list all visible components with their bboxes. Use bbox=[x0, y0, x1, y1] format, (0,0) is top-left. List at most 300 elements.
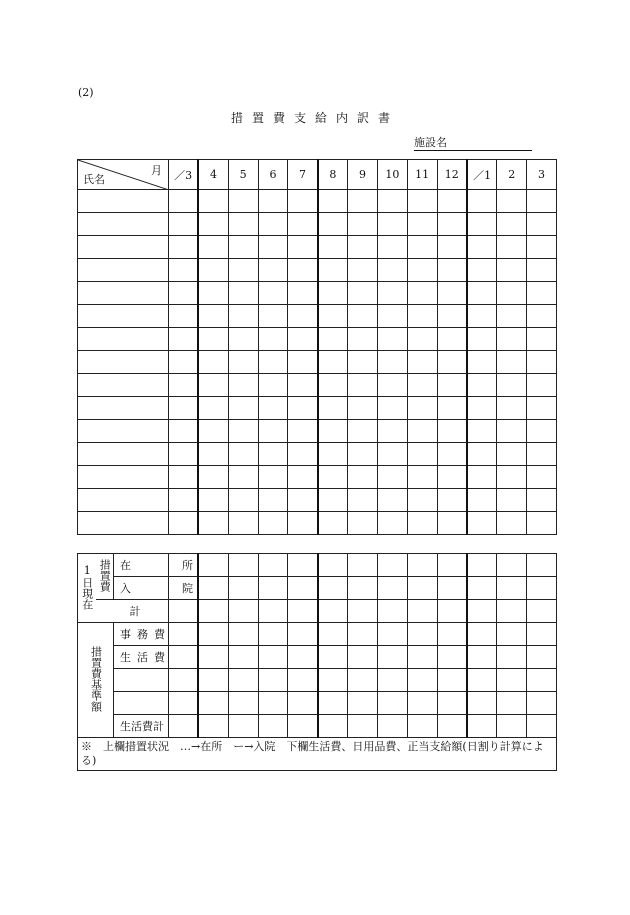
month-cell[interactable] bbox=[228, 623, 258, 646]
month-cell[interactable] bbox=[258, 420, 288, 443]
month-cell[interactable] bbox=[169, 489, 199, 512]
month-cell[interactable] bbox=[407, 489, 437, 512]
month-cell[interactable] bbox=[497, 646, 527, 669]
month-cell[interactable] bbox=[437, 554, 467, 577]
month-cell[interactable] bbox=[288, 623, 318, 646]
month-cell[interactable] bbox=[527, 489, 557, 512]
month-cell[interactable] bbox=[497, 374, 527, 397]
month-cell[interactable] bbox=[348, 328, 378, 351]
month-cell[interactable] bbox=[198, 305, 228, 328]
month-cell[interactable] bbox=[198, 397, 228, 420]
month-cell[interactable] bbox=[348, 646, 378, 669]
month-cell[interactable] bbox=[318, 692, 348, 715]
month-cell[interactable] bbox=[318, 282, 348, 305]
month-cell[interactable] bbox=[318, 236, 348, 259]
month-cell[interactable] bbox=[527, 190, 557, 213]
month-cell[interactable] bbox=[407, 420, 437, 443]
month-cell[interactable] bbox=[258, 554, 288, 577]
month-cell[interactable] bbox=[288, 692, 318, 715]
month-cell[interactable] bbox=[467, 692, 497, 715]
month-cell[interactable] bbox=[467, 328, 497, 351]
month-cell[interactable] bbox=[169, 669, 199, 692]
month-cell[interactable] bbox=[527, 328, 557, 351]
month-cell[interactable] bbox=[258, 190, 288, 213]
name-cell[interactable] bbox=[78, 190, 169, 213]
month-cell[interactable] bbox=[527, 397, 557, 420]
month-cell[interactable] bbox=[288, 466, 318, 489]
month-cell[interactable] bbox=[228, 236, 258, 259]
month-cell[interactable] bbox=[437, 259, 467, 282]
month-cell[interactable] bbox=[497, 420, 527, 443]
month-cell[interactable] bbox=[348, 669, 378, 692]
month-cell[interactable] bbox=[437, 236, 467, 259]
month-cell[interactable] bbox=[318, 600, 348, 623]
month-cell[interactable] bbox=[228, 554, 258, 577]
month-cell[interactable] bbox=[348, 213, 378, 236]
month-cell[interactable] bbox=[437, 669, 467, 692]
month-cell[interactable] bbox=[228, 259, 258, 282]
month-cell[interactable] bbox=[407, 554, 437, 577]
month-cell[interactable] bbox=[258, 305, 288, 328]
month-cell[interactable] bbox=[288, 190, 318, 213]
month-cell[interactable] bbox=[527, 600, 557, 623]
month-cell[interactable] bbox=[288, 236, 318, 259]
month-cell[interactable] bbox=[169, 374, 199, 397]
month-cell[interactable] bbox=[318, 669, 348, 692]
month-cell[interactable] bbox=[467, 600, 497, 623]
month-cell[interactable] bbox=[198, 213, 228, 236]
month-cell[interactable] bbox=[377, 236, 407, 259]
month-cell[interactable] bbox=[348, 351, 378, 374]
month-cell[interactable] bbox=[467, 374, 497, 397]
month-cell[interactable] bbox=[258, 351, 288, 374]
month-cell[interactable] bbox=[318, 443, 348, 466]
month-cell[interactable] bbox=[437, 692, 467, 715]
month-cell[interactable] bbox=[288, 669, 318, 692]
month-cell[interactable] bbox=[467, 213, 497, 236]
month-cell[interactable] bbox=[467, 351, 497, 374]
month-cell[interactable] bbox=[377, 512, 407, 535]
month-cell[interactable] bbox=[258, 715, 288, 738]
month-cell[interactable] bbox=[258, 282, 288, 305]
month-cell[interactable] bbox=[198, 374, 228, 397]
month-cell[interactable] bbox=[407, 374, 437, 397]
month-cell[interactable] bbox=[169, 466, 199, 489]
month-cell[interactable] bbox=[198, 669, 228, 692]
month-cell[interactable] bbox=[318, 512, 348, 535]
month-cell[interactable] bbox=[467, 554, 497, 577]
name-cell[interactable] bbox=[78, 213, 169, 236]
month-cell[interactable] bbox=[318, 305, 348, 328]
facility-name-field[interactable] bbox=[414, 136, 532, 151]
month-cell[interactable] bbox=[497, 328, 527, 351]
month-cell[interactable] bbox=[497, 259, 527, 282]
month-cell[interactable] bbox=[318, 328, 348, 351]
month-cell[interactable] bbox=[228, 282, 258, 305]
month-cell[interactable] bbox=[467, 623, 497, 646]
month-cell[interactable] bbox=[377, 328, 407, 351]
month-cell[interactable] bbox=[318, 715, 348, 738]
month-cell[interactable] bbox=[169, 190, 199, 213]
month-cell[interactable] bbox=[467, 397, 497, 420]
month-cell[interactable] bbox=[348, 466, 378, 489]
month-cell[interactable] bbox=[467, 577, 497, 600]
month-cell[interactable] bbox=[377, 489, 407, 512]
month-cell[interactable] bbox=[198, 282, 228, 305]
month-cell[interactable] bbox=[348, 577, 378, 600]
month-cell[interactable] bbox=[527, 351, 557, 374]
name-cell[interactable] bbox=[78, 420, 169, 443]
month-cell[interactable] bbox=[497, 236, 527, 259]
month-cell[interactable] bbox=[348, 420, 378, 443]
month-cell[interactable] bbox=[527, 646, 557, 669]
month-cell[interactable] bbox=[467, 190, 497, 213]
month-cell[interactable] bbox=[377, 259, 407, 282]
month-cell[interactable] bbox=[258, 577, 288, 600]
month-cell[interactable] bbox=[407, 577, 437, 600]
month-cell[interactable] bbox=[228, 305, 258, 328]
month-cell[interactable] bbox=[348, 259, 378, 282]
month-cell[interactable] bbox=[467, 259, 497, 282]
month-cell[interactable] bbox=[437, 600, 467, 623]
month-cell[interactable] bbox=[527, 443, 557, 466]
month-cell[interactable] bbox=[348, 190, 378, 213]
month-cell[interactable] bbox=[288, 512, 318, 535]
month-cell[interactable] bbox=[437, 190, 467, 213]
month-cell[interactable] bbox=[467, 512, 497, 535]
month-cell[interactable] bbox=[437, 305, 467, 328]
month-cell[interactable] bbox=[318, 420, 348, 443]
month-cell[interactable] bbox=[169, 328, 199, 351]
month-cell[interactable] bbox=[497, 577, 527, 600]
name-cell[interactable] bbox=[78, 236, 169, 259]
month-cell[interactable] bbox=[228, 213, 258, 236]
month-cell[interactable] bbox=[377, 692, 407, 715]
name-cell[interactable] bbox=[78, 443, 169, 466]
month-cell[interactable] bbox=[198, 443, 228, 466]
month-cell[interactable] bbox=[228, 420, 258, 443]
month-cell[interactable] bbox=[437, 374, 467, 397]
name-cell[interactable] bbox=[78, 374, 169, 397]
month-cell[interactable] bbox=[377, 577, 407, 600]
month-cell[interactable] bbox=[527, 236, 557, 259]
month-cell[interactable] bbox=[169, 351, 199, 374]
month-cell[interactable] bbox=[228, 374, 258, 397]
month-cell[interactable] bbox=[437, 512, 467, 535]
month-cell[interactable] bbox=[198, 420, 228, 443]
month-cell[interactable] bbox=[527, 669, 557, 692]
month-cell[interactable] bbox=[258, 623, 288, 646]
month-cell[interactable] bbox=[288, 443, 318, 466]
month-cell[interactable] bbox=[169, 692, 199, 715]
month-cell[interactable] bbox=[497, 554, 527, 577]
month-cell[interactable] bbox=[198, 259, 228, 282]
month-cell[interactable] bbox=[407, 623, 437, 646]
name-cell[interactable] bbox=[78, 328, 169, 351]
month-cell[interactable] bbox=[377, 715, 407, 738]
month-cell[interactable] bbox=[497, 692, 527, 715]
month-cell[interactable] bbox=[258, 236, 288, 259]
month-cell[interactable] bbox=[377, 305, 407, 328]
month-cell[interactable] bbox=[288, 282, 318, 305]
month-cell[interactable] bbox=[258, 466, 288, 489]
month-cell[interactable] bbox=[348, 236, 378, 259]
month-cell[interactable] bbox=[407, 351, 437, 374]
month-cell[interactable] bbox=[318, 623, 348, 646]
month-cell[interactable] bbox=[377, 213, 407, 236]
month-cell[interactable] bbox=[407, 512, 437, 535]
month-cell[interactable] bbox=[288, 577, 318, 600]
month-cell[interactable] bbox=[258, 397, 288, 420]
month-cell[interactable] bbox=[288, 351, 318, 374]
month-cell[interactable] bbox=[437, 466, 467, 489]
month-cell[interactable] bbox=[497, 351, 527, 374]
month-cell[interactable] bbox=[377, 374, 407, 397]
month-cell[interactable] bbox=[377, 646, 407, 669]
month-cell[interactable] bbox=[288, 646, 318, 669]
month-cell[interactable] bbox=[348, 489, 378, 512]
month-cell[interactable] bbox=[377, 420, 407, 443]
month-cell[interactable] bbox=[377, 443, 407, 466]
month-cell[interactable] bbox=[348, 600, 378, 623]
month-cell[interactable] bbox=[407, 646, 437, 669]
month-cell[interactable] bbox=[377, 190, 407, 213]
month-cell[interactable] bbox=[318, 190, 348, 213]
month-cell[interactable] bbox=[527, 420, 557, 443]
month-cell[interactable] bbox=[407, 213, 437, 236]
month-cell[interactable] bbox=[169, 259, 199, 282]
month-cell[interactable] bbox=[348, 282, 378, 305]
month-cell[interactable] bbox=[348, 623, 378, 646]
month-cell[interactable] bbox=[258, 669, 288, 692]
month-cell[interactable] bbox=[407, 259, 437, 282]
month-cell[interactable] bbox=[318, 646, 348, 669]
month-cell[interactable] bbox=[437, 397, 467, 420]
month-cell[interactable] bbox=[228, 351, 258, 374]
month-cell[interactable] bbox=[407, 397, 437, 420]
month-cell[interactable] bbox=[377, 554, 407, 577]
month-cell[interactable] bbox=[407, 282, 437, 305]
month-cell[interactable] bbox=[348, 715, 378, 738]
month-cell[interactable] bbox=[228, 577, 258, 600]
month-cell[interactable] bbox=[258, 600, 288, 623]
month-cell[interactable] bbox=[228, 692, 258, 715]
month-cell[interactable] bbox=[527, 692, 557, 715]
month-cell[interactable] bbox=[497, 466, 527, 489]
month-cell[interactable] bbox=[437, 351, 467, 374]
month-cell[interactable] bbox=[527, 213, 557, 236]
month-cell[interactable] bbox=[437, 443, 467, 466]
month-cell[interactable] bbox=[348, 397, 378, 420]
month-cell[interactable] bbox=[497, 282, 527, 305]
month-cell[interactable] bbox=[377, 600, 407, 623]
month-cell[interactable] bbox=[228, 328, 258, 351]
month-cell[interactable] bbox=[288, 374, 318, 397]
month-cell[interactable] bbox=[497, 512, 527, 535]
name-cell[interactable] bbox=[78, 489, 169, 512]
name-cell[interactable] bbox=[78, 351, 169, 374]
month-cell[interactable] bbox=[377, 623, 407, 646]
month-cell[interactable] bbox=[467, 282, 497, 305]
month-cell[interactable] bbox=[377, 466, 407, 489]
month-cell[interactable] bbox=[288, 397, 318, 420]
month-cell[interactable] bbox=[497, 623, 527, 646]
month-cell[interactable] bbox=[288, 420, 318, 443]
month-cell[interactable] bbox=[228, 669, 258, 692]
month-cell[interactable] bbox=[169, 646, 199, 669]
month-cell[interactable] bbox=[169, 623, 199, 646]
month-cell[interactable] bbox=[377, 351, 407, 374]
row-label[interactable] bbox=[114, 669, 169, 692]
month-cell[interactable] bbox=[527, 466, 557, 489]
month-cell[interactable] bbox=[288, 213, 318, 236]
month-cell[interactable] bbox=[318, 554, 348, 577]
month-cell[interactable] bbox=[467, 305, 497, 328]
month-cell[interactable] bbox=[467, 669, 497, 692]
month-cell[interactable] bbox=[169, 600, 199, 623]
month-cell[interactable] bbox=[228, 646, 258, 669]
month-cell[interactable] bbox=[467, 420, 497, 443]
month-cell[interactable] bbox=[407, 236, 437, 259]
month-cell[interactable] bbox=[497, 213, 527, 236]
month-cell[interactable] bbox=[407, 692, 437, 715]
month-cell[interactable] bbox=[407, 190, 437, 213]
month-cell[interactable] bbox=[258, 512, 288, 535]
month-cell[interactable] bbox=[437, 213, 467, 236]
month-cell[interactable] bbox=[467, 646, 497, 669]
month-cell[interactable] bbox=[348, 443, 378, 466]
month-cell[interactable] bbox=[348, 305, 378, 328]
month-cell[interactable] bbox=[198, 489, 228, 512]
month-cell[interactable] bbox=[198, 715, 228, 738]
name-cell[interactable] bbox=[78, 305, 169, 328]
month-cell[interactable] bbox=[377, 669, 407, 692]
month-cell[interactable] bbox=[497, 443, 527, 466]
month-cell[interactable] bbox=[198, 692, 228, 715]
month-cell[interactable] bbox=[407, 715, 437, 738]
month-cell[interactable] bbox=[497, 190, 527, 213]
month-cell[interactable] bbox=[198, 646, 228, 669]
name-cell[interactable] bbox=[78, 259, 169, 282]
month-cell[interactable] bbox=[288, 600, 318, 623]
month-cell[interactable] bbox=[258, 489, 288, 512]
month-cell[interactable] bbox=[437, 489, 467, 512]
month-cell[interactable] bbox=[198, 466, 228, 489]
month-cell[interactable] bbox=[198, 328, 228, 351]
month-cell[interactable] bbox=[169, 305, 199, 328]
month-cell[interactable] bbox=[318, 374, 348, 397]
month-cell[interactable] bbox=[527, 305, 557, 328]
month-cell[interactable] bbox=[377, 282, 407, 305]
month-cell[interactable] bbox=[169, 512, 199, 535]
month-cell[interactable] bbox=[288, 259, 318, 282]
row-label[interactable] bbox=[114, 692, 169, 715]
month-cell[interactable] bbox=[318, 489, 348, 512]
month-cell[interactable] bbox=[527, 554, 557, 577]
month-cell[interactable] bbox=[407, 305, 437, 328]
month-cell[interactable] bbox=[527, 259, 557, 282]
month-cell[interactable] bbox=[228, 600, 258, 623]
month-cell[interactable] bbox=[258, 692, 288, 715]
month-cell[interactable] bbox=[437, 328, 467, 351]
month-cell[interactable] bbox=[198, 623, 228, 646]
month-cell[interactable] bbox=[228, 466, 258, 489]
month-cell[interactable] bbox=[288, 554, 318, 577]
month-cell[interactable] bbox=[198, 600, 228, 623]
month-cell[interactable] bbox=[348, 374, 378, 397]
month-cell[interactable] bbox=[497, 669, 527, 692]
name-cell[interactable] bbox=[78, 512, 169, 535]
month-cell[interactable] bbox=[169, 443, 199, 466]
month-cell[interactable] bbox=[407, 466, 437, 489]
month-cell[interactable] bbox=[228, 512, 258, 535]
month-cell[interactable] bbox=[407, 600, 437, 623]
month-cell[interactable] bbox=[527, 577, 557, 600]
month-cell[interactable] bbox=[437, 420, 467, 443]
month-cell[interactable] bbox=[348, 512, 378, 535]
name-cell[interactable] bbox=[78, 466, 169, 489]
month-cell[interactable] bbox=[169, 397, 199, 420]
month-cell[interactable] bbox=[169, 236, 199, 259]
month-cell[interactable] bbox=[467, 443, 497, 466]
month-cell[interactable] bbox=[258, 328, 288, 351]
month-cell[interactable] bbox=[258, 259, 288, 282]
month-cell[interactable] bbox=[497, 600, 527, 623]
month-cell[interactable] bbox=[318, 351, 348, 374]
month-cell[interactable] bbox=[288, 489, 318, 512]
month-cell[interactable] bbox=[228, 443, 258, 466]
month-cell[interactable] bbox=[169, 282, 199, 305]
month-cell[interactable] bbox=[407, 443, 437, 466]
month-cell[interactable] bbox=[198, 190, 228, 213]
month-cell[interactable] bbox=[497, 397, 527, 420]
month-cell[interactable] bbox=[527, 512, 557, 535]
month-cell[interactable] bbox=[527, 282, 557, 305]
month-cell[interactable] bbox=[467, 466, 497, 489]
month-cell[interactable] bbox=[437, 577, 467, 600]
month-cell[interactable] bbox=[407, 669, 437, 692]
month-cell[interactable] bbox=[437, 715, 467, 738]
month-cell[interactable] bbox=[467, 489, 497, 512]
month-cell[interactable] bbox=[288, 305, 318, 328]
month-cell[interactable] bbox=[467, 236, 497, 259]
name-cell[interactable] bbox=[78, 397, 169, 420]
month-cell[interactable] bbox=[228, 397, 258, 420]
month-cell[interactable] bbox=[318, 466, 348, 489]
month-cell[interactable] bbox=[497, 715, 527, 738]
month-cell[interactable] bbox=[228, 190, 258, 213]
month-cell[interactable] bbox=[497, 489, 527, 512]
month-cell[interactable] bbox=[527, 374, 557, 397]
month-cell[interactable] bbox=[437, 623, 467, 646]
month-cell[interactable] bbox=[318, 213, 348, 236]
month-cell[interactable] bbox=[497, 305, 527, 328]
month-cell[interactable] bbox=[228, 489, 258, 512]
month-cell[interactable] bbox=[169, 420, 199, 443]
month-cell[interactable] bbox=[258, 646, 288, 669]
month-cell[interactable] bbox=[467, 715, 497, 738]
month-cell[interactable] bbox=[348, 554, 378, 577]
month-cell[interactable] bbox=[198, 351, 228, 374]
month-cell[interactable] bbox=[527, 715, 557, 738]
month-cell[interactable] bbox=[377, 397, 407, 420]
month-cell[interactable] bbox=[258, 213, 288, 236]
month-cell[interactable] bbox=[318, 577, 348, 600]
month-cell[interactable] bbox=[198, 512, 228, 535]
month-cell[interactable] bbox=[288, 715, 318, 738]
name-cell[interactable] bbox=[78, 282, 169, 305]
month-cell[interactable] bbox=[437, 646, 467, 669]
